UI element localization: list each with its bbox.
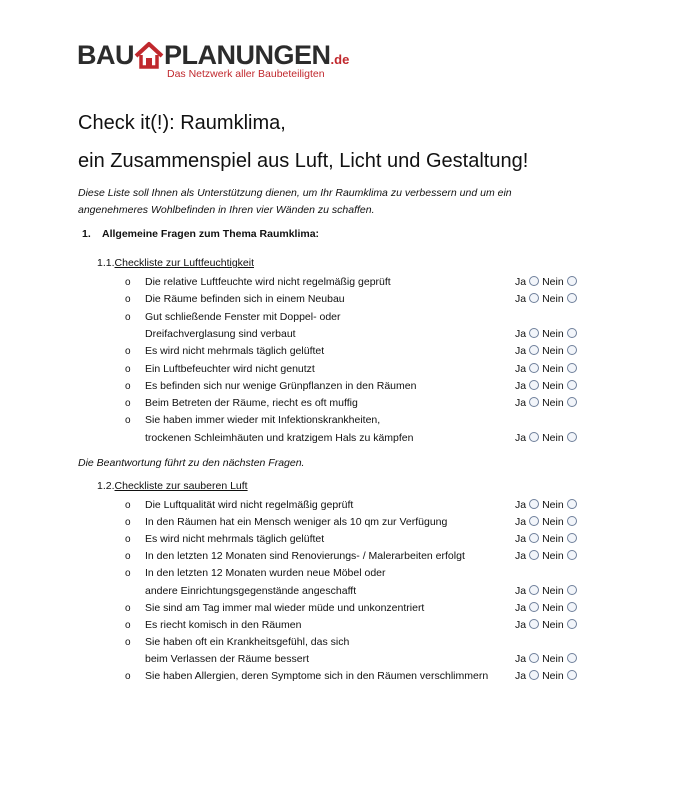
answer-options xyxy=(515,514,580,531)
no-label: Nein xyxy=(542,550,564,563)
no-label: Nein xyxy=(542,618,564,631)
yes-radio[interactable] xyxy=(529,550,539,560)
yes-label: Ja xyxy=(515,293,527,306)
no-label: Nein xyxy=(542,533,564,546)
logo-part2: PLANUNGEN xyxy=(164,40,331,70)
no-radio[interactable] xyxy=(567,397,577,407)
yes-radio[interactable] xyxy=(529,533,539,543)
yes-label: Ja xyxy=(515,670,527,682)
intro-text: Diese Liste soll Ihnen als Unterstützung dienen, um Ihr Raumklima zu verbessern und um ein angenehmeres Wohlbefinden in Ihren vier Wänden zu schaffen. xyxy=(78,187,512,216)
checklist-item xyxy=(0,514,676,531)
item-text: Sie haben oft ein Krankheitsgefühl, das sich xyxy=(145,635,350,648)
yes-label: Ja xyxy=(515,601,527,614)
item-text: In den Räumen hat ein Mensch weniger als 10 qm zur Verfügung xyxy=(145,516,448,529)
no-label: Nein xyxy=(542,379,564,392)
checklist-item xyxy=(0,378,676,395)
house-icon xyxy=(134,40,164,70)
bullet-icon: o xyxy=(125,294,131,306)
bullet-icon: o xyxy=(125,277,131,288)
checklist-item xyxy=(0,531,676,548)
no-radio[interactable] xyxy=(567,293,577,303)
no-radio[interactable] xyxy=(567,670,577,680)
no-radio[interactable] xyxy=(567,380,577,390)
answer-options xyxy=(515,291,580,308)
bullet-icon: o xyxy=(125,500,131,511)
item-text: Es wird nicht mehrmals täglich gelüftet xyxy=(145,533,325,546)
no-label: Nein xyxy=(542,293,564,306)
answer-options xyxy=(515,361,580,378)
item-text: trockenen Schleimhäuten und kratzigem Hals zu kämpfen xyxy=(145,431,414,444)
no-label: Nein xyxy=(542,584,564,597)
yes-radio[interactable] xyxy=(529,585,539,595)
yes-radio[interactable] xyxy=(529,363,539,373)
item-text: Gut schließende Fenster mit Doppel- oder xyxy=(145,310,341,323)
item-text: Sie haben Allergien, deren Symptome sich in den Räumen verschlimmern xyxy=(145,670,489,682)
checklist-item xyxy=(0,617,676,634)
checklist-item-continuation xyxy=(0,583,676,600)
answer-options xyxy=(515,583,580,600)
yes-label: Ja xyxy=(515,550,527,563)
page-subtitle: ein Zusammenspiel aus Luft, Licht und Gestaltung! xyxy=(78,150,529,172)
checklist-item xyxy=(0,412,676,429)
logo-tagline: Das Netzwerk aller Baubeteiligten xyxy=(167,68,325,80)
no-label: Nein xyxy=(542,345,564,358)
no-radio[interactable] xyxy=(567,276,577,286)
yes-label: Ja xyxy=(515,618,527,631)
no-radio[interactable] xyxy=(567,328,577,338)
yes-label: Ja xyxy=(515,431,527,444)
no-label: Nein xyxy=(542,670,564,682)
checklist-item xyxy=(0,361,676,378)
bullet-icon: o xyxy=(125,363,131,375)
answer-options xyxy=(515,617,580,634)
yes-label: Ja xyxy=(515,327,527,340)
no-radio[interactable] xyxy=(567,499,577,509)
answer-options xyxy=(515,395,580,412)
no-label: Nein xyxy=(542,276,564,288)
yes-radio[interactable] xyxy=(529,293,539,303)
checklist-item xyxy=(0,497,676,514)
bullet-icon: o xyxy=(125,534,131,546)
item-text: beim Verlassen der Räume bessert xyxy=(145,652,309,665)
yes-label: Ja xyxy=(515,584,527,597)
item-text: Es riecht komisch in den Räumen xyxy=(145,618,302,631)
no-radio[interactable] xyxy=(567,432,577,442)
no-radio[interactable] xyxy=(567,619,577,629)
section-heading xyxy=(82,228,319,240)
bullet-icon: o xyxy=(125,636,131,648)
no-label: Nein xyxy=(542,499,564,511)
yes-label: Ja xyxy=(515,276,527,288)
yes-radio[interactable] xyxy=(529,328,539,338)
answer-options xyxy=(515,651,580,668)
yes-radio[interactable] xyxy=(529,670,539,680)
answer-options xyxy=(515,668,580,685)
item-text: Dreifachverglasung sind verbaut xyxy=(145,327,296,340)
logo-part1: BAU xyxy=(77,40,134,70)
checklist-item xyxy=(0,309,676,326)
item-text: In den letzten 12 Monaten sind Renovierungs- / Malerarbeiten erfolgt xyxy=(145,550,465,563)
answer-options xyxy=(515,531,580,548)
answer-options xyxy=(515,343,580,360)
bullet-icon: o xyxy=(125,619,131,631)
no-radio[interactable] xyxy=(567,363,577,373)
yes-radio[interactable] xyxy=(529,345,539,355)
logo-domain: .de xyxy=(330,52,350,67)
answer-options xyxy=(515,600,580,617)
yes-label: Ja xyxy=(515,516,527,529)
yes-radio[interactable] xyxy=(529,653,539,663)
bullet-icon: o xyxy=(125,551,131,563)
yes-radio[interactable] xyxy=(529,602,539,612)
item-text: Sie sind am Tag immer mal wieder müde und unkonzentriert xyxy=(145,601,425,614)
yes-label: Ja xyxy=(515,345,527,358)
checklist-item xyxy=(0,634,676,651)
item-text: Ein Luftbefeuchter wird nicht genutzt xyxy=(145,362,315,375)
section-title: Allgemeine Fragen zum Thema Raumklima: xyxy=(102,228,320,240)
checklist-title: Checkliste zur sauberen Luft xyxy=(114,480,248,492)
yes-label: Ja xyxy=(515,499,527,511)
section-number: 1. xyxy=(82,228,91,240)
answer-options xyxy=(515,430,580,447)
no-label: Nein xyxy=(542,652,564,665)
yes-radio[interactable] xyxy=(529,432,539,442)
checklist-item-continuation xyxy=(0,651,676,668)
page-title: Check it(!): Raumklima, xyxy=(78,112,286,134)
no-label: Nein xyxy=(542,397,564,410)
no-label: Nein xyxy=(542,516,564,529)
no-radio[interactable] xyxy=(567,585,577,595)
checklist-number: 1.1. xyxy=(97,257,115,269)
item-text: Es befinden sich nur wenige Grünpflanzen in den Räumen xyxy=(145,379,417,392)
no-label: Nein xyxy=(542,431,564,444)
answer-options xyxy=(515,274,580,291)
note-text: Die Beantwortung führt zu den nächsten Fragen. xyxy=(78,457,305,469)
checklist-item xyxy=(0,343,676,360)
bullet-icon: o xyxy=(125,380,131,392)
no-label: Nein xyxy=(542,601,564,614)
checklist-item xyxy=(0,395,676,412)
checklist-item xyxy=(0,565,676,582)
checklist-heading-clean-air xyxy=(97,480,248,492)
bullet-icon: o xyxy=(125,568,131,580)
bullet-icon: o xyxy=(125,346,131,358)
yes-radio[interactable] xyxy=(529,397,539,407)
item-text: Die Räume befinden sich in einem Neubau xyxy=(145,293,345,306)
yes-radio[interactable] xyxy=(529,380,539,390)
yes-radio[interactable] xyxy=(529,499,539,509)
yes-label: Ja xyxy=(515,379,527,392)
item-text: In den letzten 12 Monaten wurden neue Möbel oder xyxy=(145,567,386,580)
checklist-item-continuation xyxy=(0,430,676,447)
item-text: Es wird nicht mehrmals täglich gelüftet xyxy=(145,345,325,358)
item-text: Die relative Luftfeuchte wird nicht regelmäßig geprüft xyxy=(145,276,391,288)
no-radio[interactable] xyxy=(567,516,577,526)
no-radio[interactable] xyxy=(567,345,577,355)
item-text: Beim Betreten der Räume, riecht es oft muffig xyxy=(145,397,358,410)
checklist-item xyxy=(0,291,676,308)
checklist-number: 1.2. xyxy=(97,480,115,492)
bullet-icon: o xyxy=(125,398,131,410)
item-text: Sie haben immer wieder mit Infektionskrankheiten, xyxy=(145,414,381,427)
item-text: Die Luftqualität wird nicht regelmäßig geprüft xyxy=(145,499,354,511)
yes-label: Ja xyxy=(515,652,527,665)
no-radio[interactable] xyxy=(567,533,577,543)
yes-radio[interactable] xyxy=(529,516,539,526)
yes-label: Ja xyxy=(515,397,527,410)
checklist-item-continuation xyxy=(0,326,676,343)
no-label: Nein xyxy=(542,327,564,340)
yes-label: Ja xyxy=(515,362,527,375)
bullet-icon: o xyxy=(125,602,131,614)
item-text: andere Einrichtungsgegenstände angeschafft xyxy=(145,584,357,597)
yes-radio[interactable] xyxy=(529,619,539,629)
no-radio[interactable] xyxy=(567,550,577,560)
answer-options xyxy=(515,497,580,514)
bullet-icon: o xyxy=(125,517,131,529)
yes-radio[interactable] xyxy=(529,276,539,286)
checklist-item xyxy=(0,668,676,685)
checklist-item xyxy=(0,548,676,565)
answer-options xyxy=(515,378,580,395)
no-label: Nein xyxy=(542,362,564,375)
no-radio[interactable] xyxy=(567,653,577,663)
brand-logo xyxy=(77,40,357,84)
yes-label: Ja xyxy=(515,533,527,546)
bullet-icon: o xyxy=(125,415,131,427)
answer-options xyxy=(515,326,580,343)
checklist-item xyxy=(0,274,676,291)
bullet-icon: o xyxy=(125,311,131,323)
checklist-item xyxy=(0,600,676,617)
checklist-title: Checkliste zur Luftfeuchtigkeit xyxy=(114,257,254,269)
checklist-heading-humidity xyxy=(97,257,254,269)
no-radio[interactable] xyxy=(567,602,577,612)
answer-options xyxy=(515,548,580,565)
bullet-icon: o xyxy=(125,671,131,682)
